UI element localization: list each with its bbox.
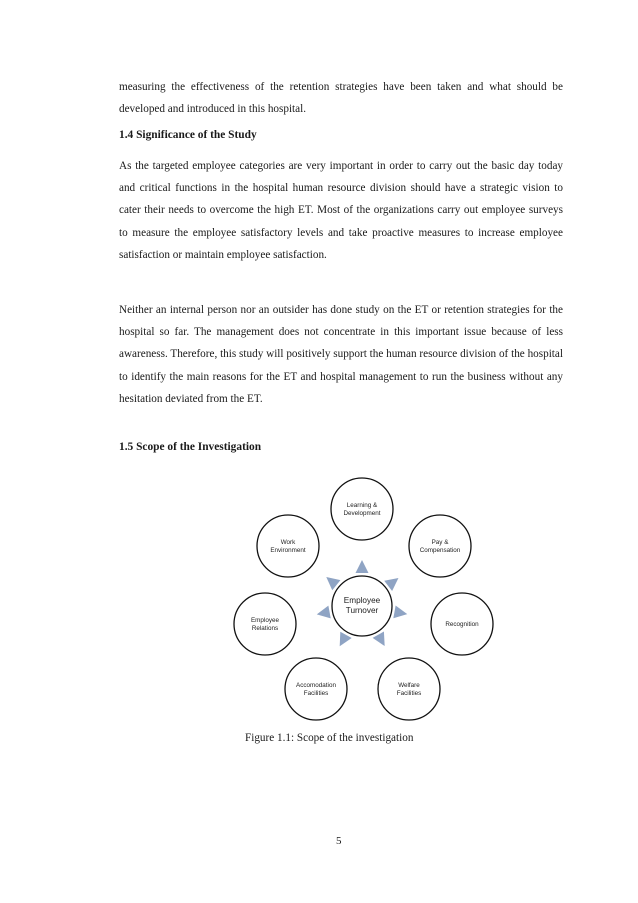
- significance-paragraph-2: Neither an internal person nor an outsider has done study on the ET or retention strategies for the hospital so far. The management does not concentrate in this important issue because of less awareness. Therefore, this study will positively support the human resource division of the hospital to identify the main reasons for the ET and hospital management to run the business without any hesitation deviated from the ET.: [119, 304, 563, 405]
- page-number: 5: [336, 835, 342, 847]
- significance-paragraph-1: As the targeted employee categories are very important in order to carry out the basic day today and critical functions in the hospital human resource division should have a strategic vision to cater their needs to overcome the high ET. Most of the organizations carry out employee surveys to measure the employee satisfactory levels and take proactive measures to increase employee satisfaction or maintain employee satisfaction.: [119, 160, 563, 261]
- node-welfare: [378, 658, 440, 720]
- svg-text:EmployeeTurnover: Employee Turnover: [343, 596, 381, 615]
- node-learning: [331, 478, 393, 540]
- figure-caption: Figure 1.1: Scope of the investigation: [245, 732, 414, 744]
- arrow-to-learning: [356, 560, 369, 573]
- section-heading-scope: 1.5 Scope of the Investigation: [119, 441, 262, 453]
- center-node-employee-turnover: [332, 576, 392, 636]
- node-label: Accomodation Facilities: [296, 682, 336, 697]
- node-employee-relations: [234, 593, 296, 655]
- node-label: Recognition: [445, 621, 479, 628]
- node-accommodation: [285, 658, 347, 720]
- node-label: Employee Relations: [250, 617, 280, 632]
- node-pay: [409, 515, 471, 577]
- arrow-to-employee-relations: [317, 606, 331, 619]
- node-label: Work Environment: [270, 539, 306, 554]
- section-heading-significance: 1.4 Significance of the Study: [119, 129, 257, 141]
- node-work-environment: [257, 515, 319, 577]
- node-recognition: [431, 593, 493, 655]
- node-label: Learning & Development: [343, 502, 381, 517]
- node-label: Pay & Compensation: [419, 539, 461, 554]
- node-label: Welfare Facilities: [396, 682, 422, 697]
- scope-diagram: [232, 476, 512, 726]
- intro-paragraph: measuring the effectiveness of the retention strategies have been taken and what should be developed and introduced in this hospital.: [119, 81, 563, 116]
- arrow-to-recognition: [393, 605, 407, 618]
